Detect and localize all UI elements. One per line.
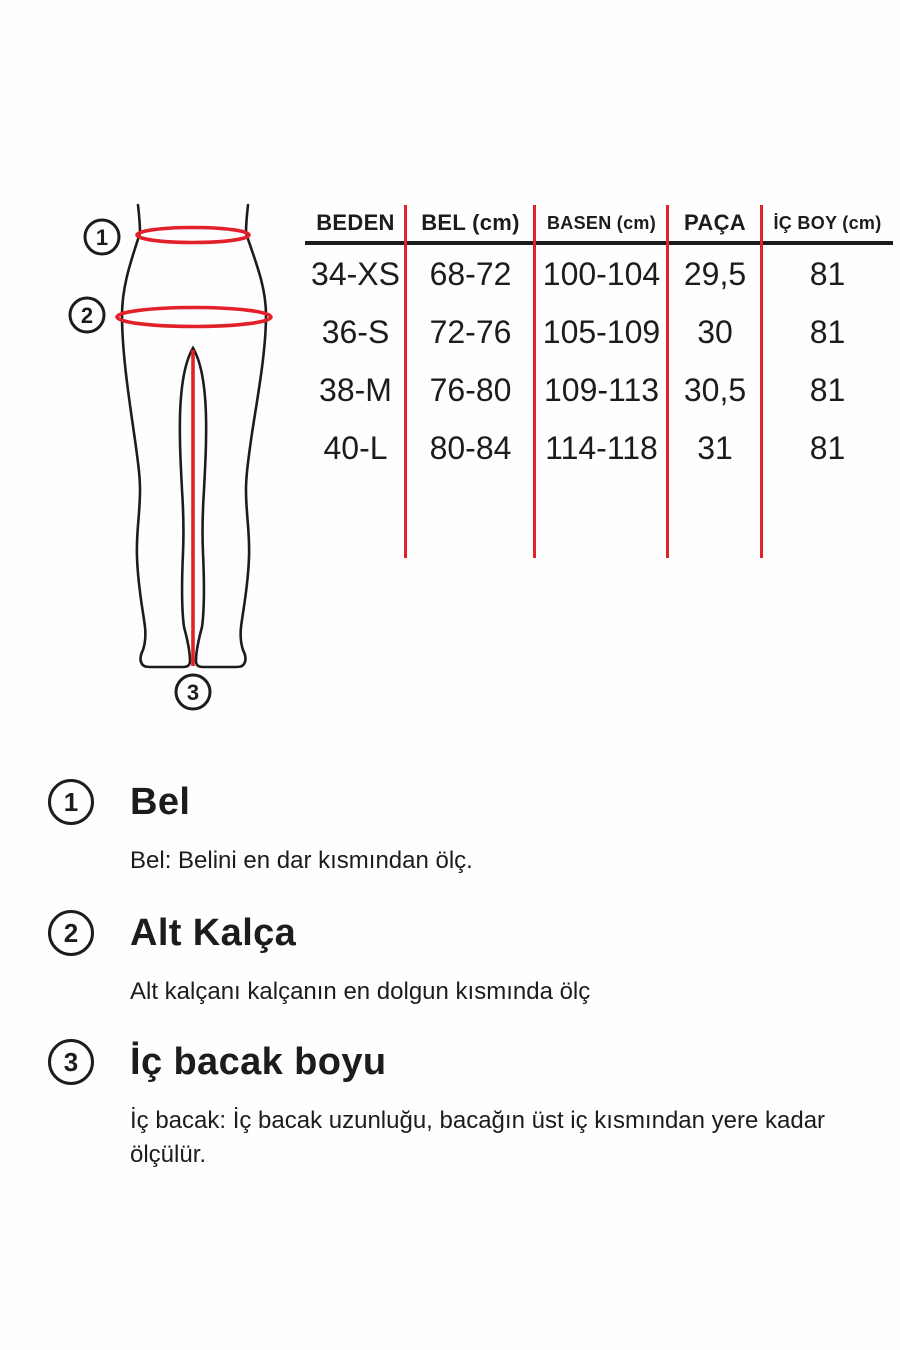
guide-description: İç bacak: İç bacak uzunluğu, bacağın üst iç kısmından yere kadar ölçülür.	[130, 1107, 826, 1168]
guide-section-alt-kalca	[48, 910, 590, 1009]
size-table-cell: 80-84	[429, 429, 512, 466]
figure-marker-3	[176, 675, 210, 709]
figure-marker-3-label: 3	[186, 680, 200, 705]
table-divider-1	[404, 205, 407, 558]
size-table-column-header: BEL (cm)	[421, 210, 520, 235]
table-divider-4	[760, 205, 763, 558]
size-table-cell: 29,5	[683, 255, 747, 292]
guide-description: Alt kalçanı kalçanın en dolgun kısmında ölç	[130, 978, 591, 1005]
size-table-cell: 30,5	[683, 371, 747, 408]
legs-outline-drawing	[60, 180, 300, 720]
figure-marker-1-label: 1	[95, 225, 109, 250]
guide-number-badge: 2	[48, 910, 94, 956]
size-table-cell: 81	[809, 371, 846, 408]
hip-measure-line	[117, 308, 271, 327]
guide-section-ic-bacak	[48, 1039, 875, 1172]
size-table-cell: 81	[809, 313, 846, 350]
size-table-column-header: İÇ BOY (cm)	[773, 212, 882, 233]
size-table-cell: 34-XS	[311, 255, 400, 292]
table-divider-2	[533, 205, 536, 558]
guide-title: Alt Kalça	[130, 912, 297, 954]
size-table-cell: 76-80	[429, 371, 512, 408]
size-table-cell: 100-104	[542, 255, 661, 292]
size-table-cell: 114-118	[545, 429, 658, 466]
size-table-cell: 36-S	[321, 313, 390, 350]
guide-description: Bel: Belini en dar kısmından ölç.	[130, 847, 473, 874]
guide-title: Bel	[130, 781, 191, 823]
guide-section-bel	[48, 779, 473, 878]
size-table-cell: 38-M	[319, 371, 392, 408]
figure-marker-1	[85, 220, 119, 254]
size-table-cell: 81	[809, 255, 846, 292]
guide-number-badge: 3	[48, 1039, 94, 1085]
size-table-column-header: BASEN (cm)	[546, 212, 656, 233]
size-table-cell: 40-L	[323, 429, 388, 466]
guide-number-badge: 1	[48, 779, 94, 825]
size-table	[305, 205, 893, 558]
size-table-body	[305, 245, 893, 477]
size-table-cell: 81	[809, 429, 846, 466]
size-table-cell: 72-76	[429, 313, 512, 350]
size-table-header	[305, 205, 893, 241]
size-table-column-header: PAÇA	[684, 210, 746, 235]
waist-measure-line	[137, 228, 249, 243]
size-table-cell: 31	[697, 429, 733, 466]
size-table-cell: 30	[697, 313, 733, 350]
guide-title: İç bacak boyu	[130, 1041, 387, 1083]
body-measurement-figure	[60, 180, 300, 720]
figure-marker-2-label: 2	[80, 303, 94, 328]
size-table-column-header: BEDEN	[316, 210, 395, 235]
size-table-cell: 109-113	[543, 371, 660, 408]
table-divider-3	[666, 205, 669, 558]
figure-marker-2	[70, 298, 104, 332]
size-table-cell: 105-109	[542, 313, 661, 350]
size-table-cell: 68-72	[429, 255, 512, 292]
